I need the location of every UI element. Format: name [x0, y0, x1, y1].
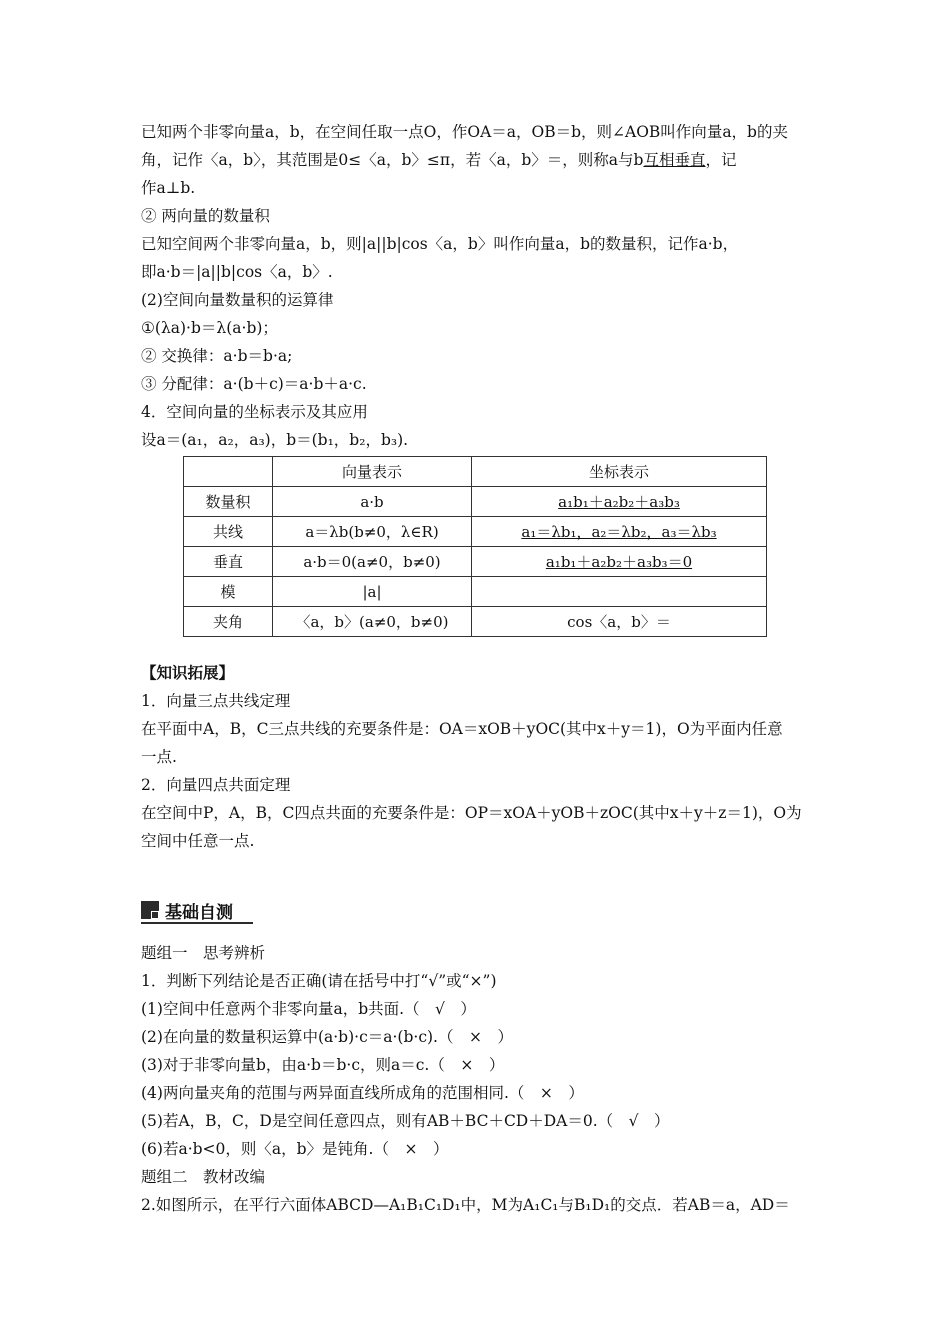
text-line: ③ 分配律：a·(b＋c)＝a·b＋a·c. — [141, 375, 367, 393]
table-cell: 数量积 — [184, 487, 273, 517]
table-row — [184, 547, 767, 577]
section-underline — [141, 922, 253, 924]
text-line: (2)在向量的数量积运算中(a·b)·c＝a·(b·c).（ × ） — [141, 1028, 513, 1046]
table-cell: a·b＝0(a≠0，b≠0) — [273, 547, 472, 577]
table-cell: a₁b₁＋a₂b₂＋a₃b₃＝0 — [472, 547, 767, 577]
table-cell: cos〈a，b〉＝ — [472, 607, 767, 637]
table-cell: |a| — [273, 577, 472, 607]
table-cell: 〈a，b〉(a≠0，b≠0) — [273, 607, 472, 637]
text-line: 一点. — [141, 748, 177, 766]
text-line: 角，记作〈a，b〉，其范围是0≤〈a，b〉≤π，若〈a，b〉＝，则称a与b互相垂直，记 — [141, 151, 737, 169]
text-line: (5)若A，B，C，D是空间任意四点，则有AB＋BC＋CD＋DA＝0.（ √ ） — [141, 1112, 670, 1130]
table-header-cell — [184, 457, 273, 487]
table-cell: a·b — [273, 487, 472, 517]
text-line: 作a⊥b. — [141, 179, 196, 197]
text-line: (1)空间中任意两个非零向量a，b共面.（ √ ） — [141, 1000, 476, 1018]
text-line: ①(λa)·b＝λ(a·b)； — [141, 319, 278, 337]
text-line: 在平面中A，B，C三点共线的充要条件是：OA＝xOB＋yOC(其中x＋y＝1)，O为平面内任意 — [141, 720, 783, 738]
section-title: 基础自测 — [165, 902, 233, 923]
table-cell: a＝λb(b≠0，λ∈R) — [273, 517, 472, 547]
text-line: 2.如图所示，在平行六面体ABCD—A₁B₁C₁D₁中，M为A₁C₁与B₁D₁的交点．若AB＝a，AD＝ — [141, 1196, 790, 1214]
table-cell: a₁b₁＋a₂b₂＋a₃b₃ — [472, 487, 767, 517]
coordinate-table — [183, 456, 767, 637]
table-row — [184, 517, 767, 547]
table-cell: 垂直 — [184, 547, 273, 577]
text-line: (2)空间向量数量积的运算律 — [141, 291, 334, 309]
table-cell — [472, 577, 767, 607]
section-heading — [141, 898, 233, 922]
text-line: 设a＝(a₁，a₂，a₃)，b＝(b₁，b₂，b₃). — [141, 431, 409, 449]
text-line: 已知空间两个非零向量a，b，则|a||b|cos〈a，b〉叫作向量a，b的数量积，记作a·b， — [141, 235, 739, 253]
text-line: 1．判断下列结论是否正确(请在括号中打“√”或“×”) — [141, 972, 497, 990]
text-line: 在空间中P，A，B，C四点共面的充要条件是：OP＝xOA＋yOB＋zOC(其中x＋y＋z＝1)，O为 — [141, 804, 802, 822]
text-line: 2．向量四点共面定理 — [141, 776, 291, 794]
table-cell: 共线 — [184, 517, 273, 547]
table-cell: 模 — [184, 577, 273, 607]
text-line: ② 两向量的数量积 — [141, 207, 270, 225]
text-line: 已知两个非零向量a，b，在空间任取一点O，作OA＝a，OB＝b，则∠AOB叫作向量a，b的夹 — [141, 123, 788, 141]
text-line: (4)两向量夹角的范围与两异面直线所成角的范围相同.（ × ） — [141, 1084, 584, 1102]
section-square-icon — [141, 901, 159, 919]
text-line: (6)若a·b<0，则〈a，b〉是钝角.（ × ） — [141, 1140, 449, 1158]
underlined-term: 互相垂直 — [643, 151, 706, 169]
table-cell: a₁＝λb₁，a₂＝λb₂，a₃＝λb₃ — [472, 517, 767, 547]
text-line: (3)对于非零向量b，由a·b＝b·c，则a＝c.（ × ） — [141, 1056, 505, 1074]
table-cell: 夹角 — [184, 607, 273, 637]
table-header-cell: 向量表示 — [273, 457, 472, 487]
text-line: 1．向量三点共线定理 — [141, 692, 291, 710]
table-row — [184, 607, 767, 637]
extension-title: 【知识拓展】 — [141, 663, 235, 682]
table-header-cell: 坐标表示 — [472, 457, 767, 487]
text-line: 空间中任意一点. — [141, 832, 255, 850]
text-line: 4．空间向量的坐标表示及其应用 — [141, 403, 368, 421]
text-line: ② 交换律：a·b＝b·a; — [141, 347, 293, 365]
table-row — [184, 577, 767, 607]
table-row — [184, 487, 767, 517]
table-header-row — [184, 457, 767, 487]
text-line: 即a·b＝|a||b|cos〈a，b〉. — [141, 263, 333, 281]
text-line: 题组二 教材改编 — [141, 1168, 266, 1186]
text-line: 题组一 思考辨析 — [141, 944, 266, 962]
